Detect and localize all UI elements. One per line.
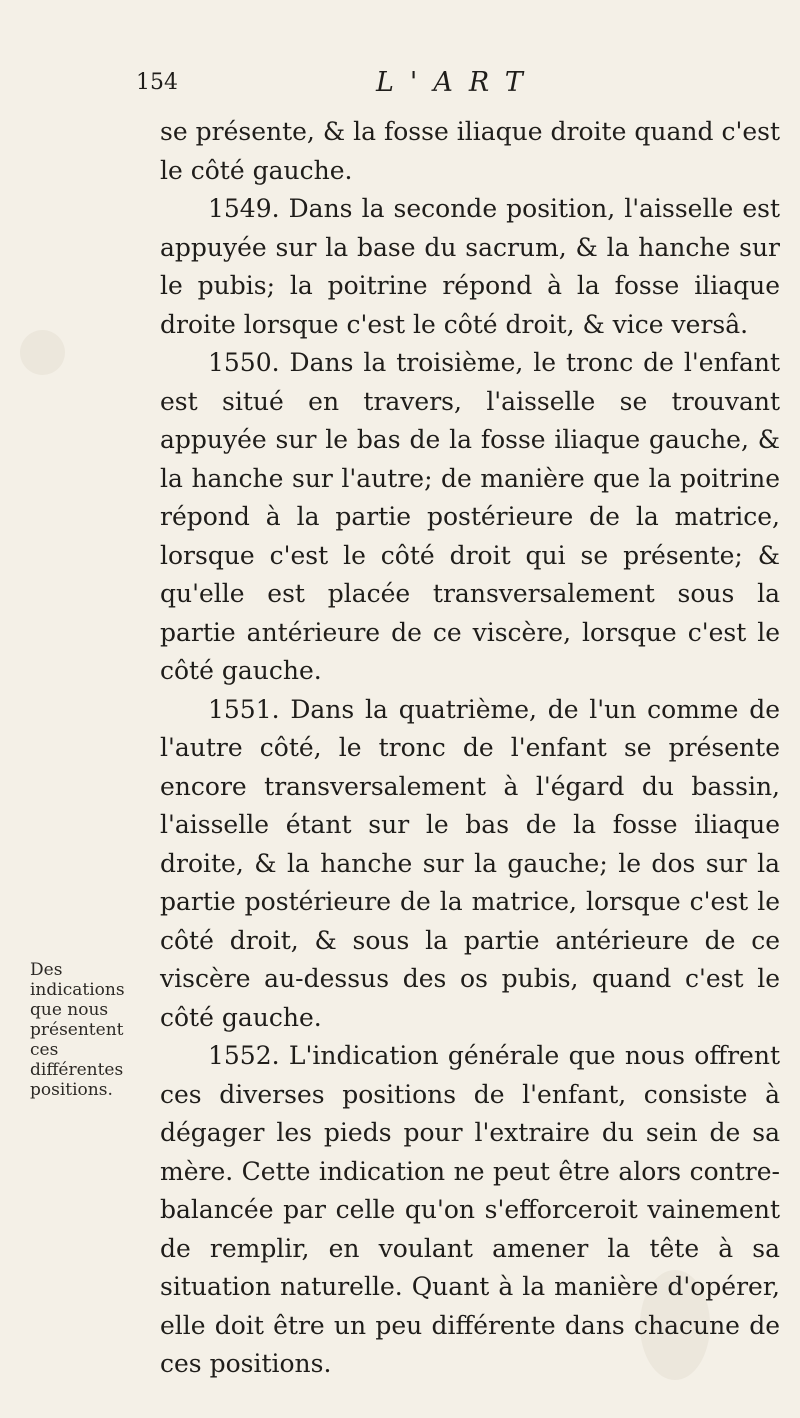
running-title: L'ART <box>376 67 539 98</box>
paragraph: 1552. L'indication générale que nous offrent ces diverses positions de l'enfant, consiste à dégager les pieds pour l'extraire du sein de sa mère. Cette indication ne peut être alors contre-balancée par celle qu'on s'efforceroit vainement de remplir, en voulant amener la tête à sa situation naturelle. Quant à la manière d'opérer, elle doit être un peu différente dans chacune de ces positions. <box>160 1041 780 1378</box>
paragraph: 1551. Dans la quatrième, de l'un comme de l'autre côté, le tronc de l'enfant se présente encore transversalement à l'égard du bassin, l'aisselle étant sur le bas de la fosse iliaque droite, & la hanche sur la gauche; le dos sur la partie postérieure de la matrice, lorsque c'est le côté droit, & sous la partie antérieure de ce viscère au-dessus des os pubis, quand c'est le côté gauche. <box>160 694 780 1032</box>
main-text <box>160 113 780 1384</box>
page-header <box>136 67 736 100</box>
paragraph: 1550. Dans la troisième, le tronc de l'enfant est situé en travers, l'aisselle se trouvant appuyée sur le bas de la fosse iliaque gauche, & la hanche sur l'autre; de manière que la poitrine répond à la partie postérieure de la matrice, lorsque c'est le côté droit qui se présente; & qu'elle est placée transversalement sous la partie antérieure de ce viscère, lorsque c'est le côté gauche. <box>160 348 780 685</box>
page-number: 154 <box>136 70 178 95</box>
margin-note: Des indications que nous présentent ces différentes positions. <box>30 960 125 1100</box>
paragraph: 1549. Dans la seconde position, l'aisselle est appuyée sur la base du sacrum, & la hanche sur le pubis; la poitrine répond à la fosse iliaque droite lorsque c'est le côté droit, & vice versâ. <box>160 194 780 339</box>
paragraph: se présente, & la fosse iliaque droite quand c'est le côté gauche. <box>160 117 780 185</box>
paper-stain <box>20 330 65 375</box>
